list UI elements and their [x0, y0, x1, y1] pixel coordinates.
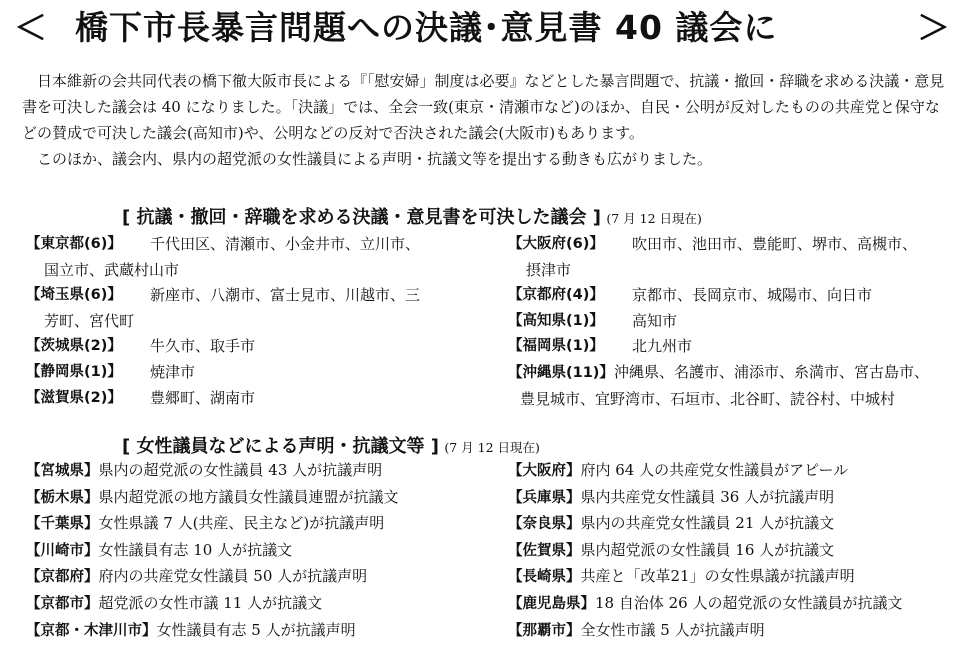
list-item-continuation: 国立市、武蔵村山市: [44, 260, 180, 279]
list-item: 【兵庫県】県内共産党女性議員 36 人が抗議声明: [508, 487, 835, 506]
list-item: 【沖縄県(11)】沖縄県、名護市、浦添市、糸満市、宮古島市、: [508, 362, 929, 381]
section1-date: (7 月 12 日現在): [606, 211, 702, 226]
list-item: 【奈良県】県内の共産党女性議員 21 人が抗議文: [508, 514, 835, 533]
list-item: 【大阪府(6)】 吹田市、池田市、豊能町、堺市、高槻市、: [508, 235, 918, 253]
section2-left-column: [26, 458, 496, 644]
list-item: 【佐賀県】県内超党派の女性議員 16 人が抗議文: [508, 540, 835, 559]
intro-text: [22, 68, 952, 172]
list-item: 【長崎県】共産と「改革21」の女性県議が抗議声明: [508, 567, 855, 586]
section1-left-column: [26, 232, 466, 411]
list-item: 【千葉県】女性県議 7 人(共産、民主など)が抗議声明: [26, 514, 385, 533]
list-item: 【京都市】超党派の女性市議 11 人が抗議文: [26, 593, 323, 612]
page-title: [0, 2, 972, 54]
list-item: 【宮城県】県内の超党派の女性議員 43 人が抗議声明: [26, 461, 383, 479]
section2-heading: [122, 432, 540, 458]
list-item: 【京都府(4)】 京都市、長岡京市、城陽市、向日市: [508, 286, 873, 305]
list-item: 【埼玉県(6)】 新座市、八潮市、富士見市、川越市、三: [26, 286, 421, 305]
list-item: 【鹿児島県】18 自治体 26 人の超党派の女性議員が抗議文: [508, 593, 903, 612]
list-item: 【栃木県】県内超党派の地方議員女性議員連盟が抗議文: [26, 487, 399, 506]
list-item: 【滋賀県(2)】 豊郷町、湖南市: [26, 388, 256, 407]
list-item-continuation: 摂津市: [526, 260, 572, 279]
list-item: 【福岡県(1)】 北九州市: [508, 337, 693, 356]
list-item: 【京都府】府内の共産党女性議員 50 人が抗議声明: [26, 567, 368, 586]
list-item: 【茨城県(2)】 牛久市、取手市: [26, 337, 256, 356]
title-left-bracket: ＜: [14, 8, 47, 47]
section1-heading: [122, 203, 702, 229]
section2-heading-text: [ 女性議員などによる声明・抗議文等 ]: [122, 436, 439, 457]
list-item: 【京都・木津川市】女性議員有志 5 人が抗議声明: [26, 620, 356, 639]
section1-heading-text: [ 抗議・撤回・辞職を求める決議・意見書を可決した議会 ]: [122, 207, 601, 228]
title-text: 橋下市長暴言問題への決議･意見書 40 議会に: [75, 8, 778, 47]
list-item: 【高知県(1)】 高知市: [508, 311, 678, 330]
section2-date: (7 月 12 日現在): [444, 440, 540, 455]
intro-paragraph-1: 日本維新の会共同代表の橋下徹大阪市長による『「慰安婦」制度は必要』などとした暴言問題で、抗議・撤回・辞職を求める決議・意見書を可決した議会は 40 になりました。「決議」では、全会一致(東京・清瀬市など)のほか、自民・公明が反対したものの共産党と保守などの賛成で可決した議会(高知市)や、公明などの反対で否決された議会(大阪市)もあります。: [22, 72, 945, 142]
section2-right-column: [508, 458, 963, 644]
list-item: 【静岡県(1)】 焼津市: [26, 362, 196, 381]
list-item: 【大阪府】府内 64 人の共産党女性議員がアピール: [508, 461, 849, 479]
list-item-continuation: 豊見城市、宜野湾市、石垣市、北谷町、読谷村、中城村: [520, 389, 896, 408]
section1-right-column: [508, 232, 958, 412]
list-item: 【川崎市】女性議員有志 10 人が抗議文: [26, 540, 293, 559]
list-item: 【那覇市】全女性市議 5 人が抗議声明: [508, 620, 765, 639]
title-right-bracket: ＞: [917, 8, 950, 47]
intro-paragraph-2: このほか、議会内、県内の超党派の女性議員による声明・抗議文等を提出する動きも広がりました。: [37, 150, 713, 168]
list-item: 【東京都(6)】 千代田区、清瀬市、小金井市、立川市、: [26, 235, 421, 253]
list-item-continuation: 芳町、宮代町: [44, 311, 135, 330]
